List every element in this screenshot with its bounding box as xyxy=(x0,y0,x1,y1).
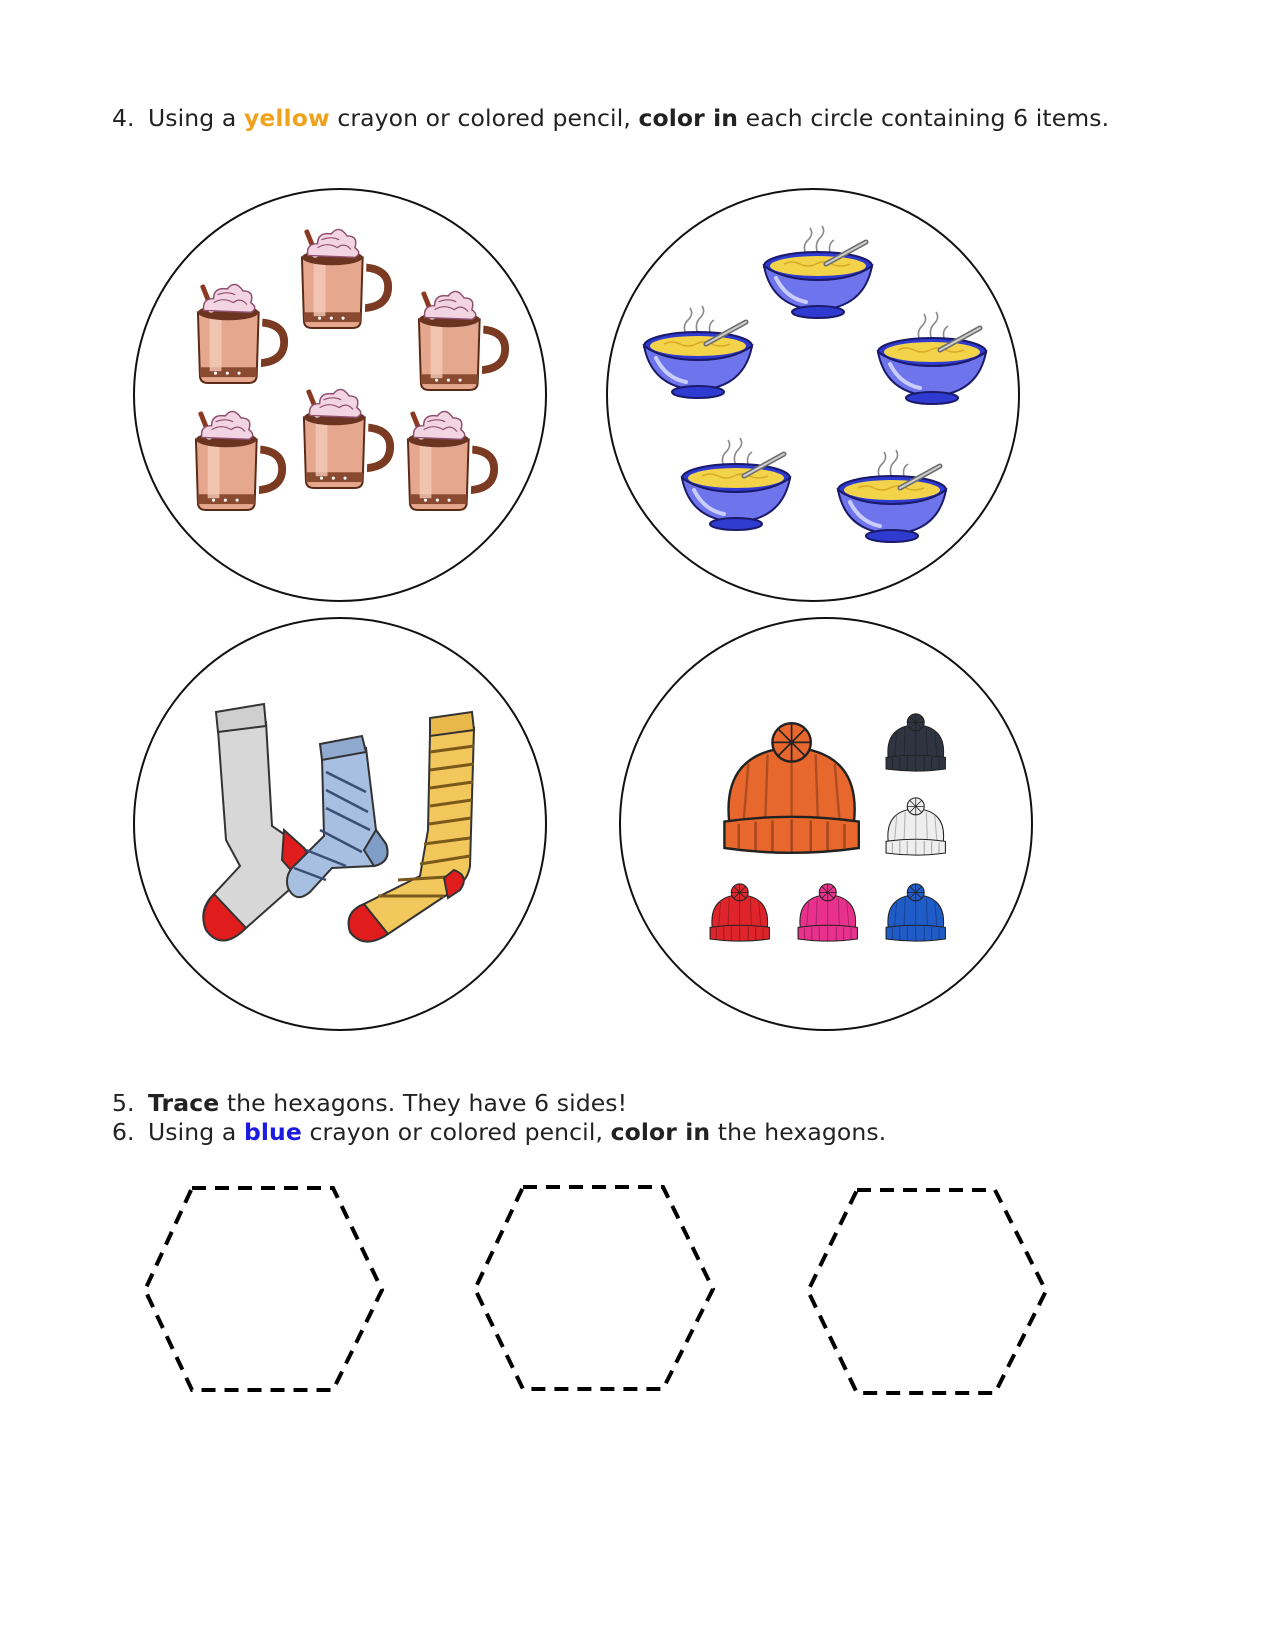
question-6: 6. Using a blue crayon or colored pencil, color in the hexagons. xyxy=(112,1118,887,1146)
bold-instruction: color in xyxy=(610,1118,711,1146)
mug-icon xyxy=(304,388,390,488)
color-word-yellow: yellow xyxy=(243,104,330,132)
white-hat-icon xyxy=(886,798,945,855)
gray-sock-icon xyxy=(203,704,309,941)
circle-hot-cocoa[interactable] xyxy=(134,189,546,601)
orange-hat-icon xyxy=(724,723,858,853)
soup-bowl-icon xyxy=(682,438,790,530)
dark-hat-icon xyxy=(886,714,945,771)
color-word-blue: blue xyxy=(243,1118,302,1146)
blue-hat-icon xyxy=(886,884,945,941)
soup-bowl-icon xyxy=(878,312,986,404)
soup-bowl-icon xyxy=(838,450,946,542)
hexagon-1[interactable] xyxy=(145,1188,382,1390)
question-number: 5. xyxy=(112,1089,135,1117)
bold-instruction: Trace xyxy=(148,1089,220,1117)
question-number: 4. xyxy=(112,104,135,132)
hexagon-3[interactable] xyxy=(808,1190,1046,1393)
pink-hat-icon xyxy=(798,884,857,941)
question-5: 5. Trace the hexagons. They have 6 sides! xyxy=(112,1089,628,1117)
mug-icon xyxy=(408,410,494,510)
blue-sock-icon xyxy=(287,736,388,897)
question-number: 6. xyxy=(112,1118,135,1146)
soup-bowl-icon xyxy=(644,306,752,398)
mug-icon xyxy=(198,283,284,383)
mug-icon xyxy=(419,290,505,390)
circle-soup[interactable] xyxy=(607,189,1019,601)
mug-icon xyxy=(302,228,388,328)
soup-bowl-icon xyxy=(764,226,872,318)
red-hat-icon xyxy=(710,884,769,941)
mug-icon xyxy=(196,410,282,510)
question-4: 4. Using a yellow crayon or colored pencil, color in each circle containing 6 items. xyxy=(112,104,1110,132)
circle-hats[interactable] xyxy=(620,618,1032,1030)
hexagon-2[interactable] xyxy=(475,1187,713,1389)
circle-socks[interactable] xyxy=(134,618,546,1030)
bold-instruction: color in xyxy=(638,104,739,132)
